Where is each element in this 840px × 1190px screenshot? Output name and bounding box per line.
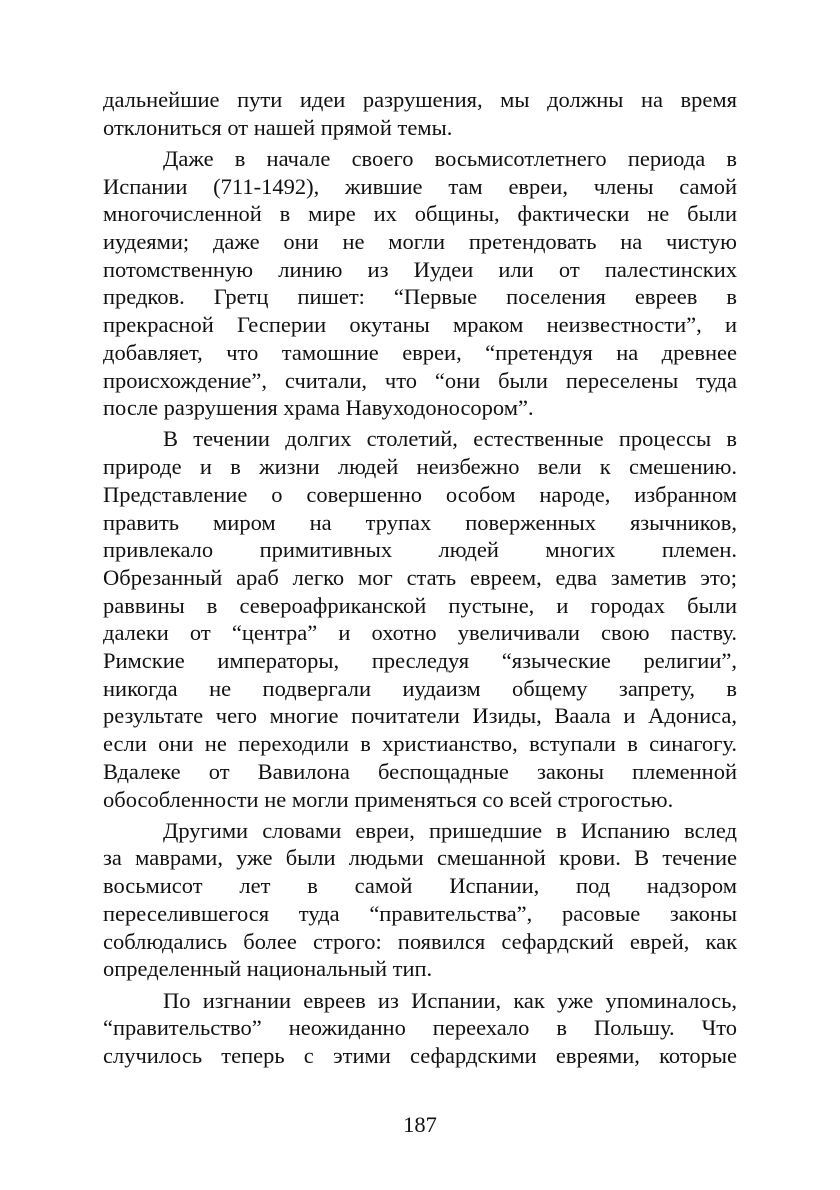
page-body xyxy=(103,86,737,1070)
text-line: Римские императоры, преследуя “языческие религии”, xyxy=(103,648,737,674)
text-line: Вдалеке от Вавилона беспощадные законы племенной xyxy=(103,758,737,784)
text-line: предков. Гретц пишет: “Первые поселения евреев в xyxy=(103,284,737,310)
text-line: природе и в жизни людей неизбежно вели к смешению. xyxy=(103,454,737,480)
text-line: иудеями; даже они не могли претендовать на чистую xyxy=(103,229,737,255)
text-line: далеки от “центра” и охотно увеличивали свою паству. xyxy=(103,620,737,646)
text-line: происхождение”, считали, что “они были переселены туда xyxy=(103,367,737,393)
text-line: обособленности не могли применяться со всей строгостью. xyxy=(103,786,674,812)
text-line: если они не переходили в христианство, вступали в синагогу. xyxy=(103,731,737,757)
text-line: переселившегося туда “правительства”, расовые законы xyxy=(103,900,737,926)
text-line: По изгнании евреев из Испании, как уже упоминалось, xyxy=(163,987,737,1013)
text-line: Другими словами евреи, пришедшие в Испанию вслед xyxy=(163,817,737,843)
text-line: раввины в североафриканской пустыне, и городах были xyxy=(103,592,737,618)
text-line: В течении долгих столетий, естественные процессы в xyxy=(163,426,737,452)
text-column xyxy=(103,86,737,1070)
text-line: многочисленной в мире их общины, фактически не были xyxy=(103,201,737,227)
paragraph xyxy=(103,86,737,141)
text-line: привлекало примитивных людей многих племен. xyxy=(103,537,737,563)
text-line: после разрушения храма Навуходоносором”. xyxy=(103,395,534,421)
paragraph xyxy=(103,987,737,1070)
text-line: восьмисот лет в самой Испании, под надзором xyxy=(103,873,737,899)
text-line: отклониться от нашей прямой темы. xyxy=(103,114,453,140)
text-line: потомственную линию из Иудеи или от палестинских xyxy=(103,256,737,282)
text-line: дальнейшие пути идеи разрушения, мы должны на время xyxy=(103,87,737,112)
text-line: добавляет, что тамошние евреи, “претендуя на древнее xyxy=(103,339,737,365)
text-line: прекрасной Гесперии окутаны мраком неизвестности”, и xyxy=(103,312,737,338)
paragraph xyxy=(103,145,737,422)
text-line: Представление о совершенно особом народе, избранном xyxy=(103,481,737,507)
text-line: Испании (711-1492), жившие там евреи, члены самой xyxy=(103,173,737,199)
paragraph xyxy=(103,817,737,983)
text-line: править миром на трупах поверженных язычников, xyxy=(103,509,737,535)
text-line: Даже в начале своего восьмисотлетнего периода в xyxy=(163,145,737,171)
paragraph xyxy=(103,425,737,813)
page-number: 187 xyxy=(403,1112,437,1137)
text-line: результате чего многие почитатели Изиды, Ваала и Адониса, xyxy=(103,703,737,729)
text-line: никогда не подвергали иудаизм общему запрету, в xyxy=(103,675,737,701)
text-line: случилось теперь с этими сефардскими евреями, которые xyxy=(103,1042,737,1068)
text-line: за маврами, уже были людьми смешанной крови. В течение xyxy=(103,845,737,871)
text-line: “правительство” неожиданно переехало в Польшу. Что xyxy=(103,1015,737,1041)
text-line: Обрезанный араб легко мог стать евреем, едва заметив это; xyxy=(103,564,737,590)
text-line: соблюдались более строго: появился сефардский еврей, как xyxy=(103,928,737,954)
text-line: определенный национальный тип. xyxy=(103,956,433,982)
